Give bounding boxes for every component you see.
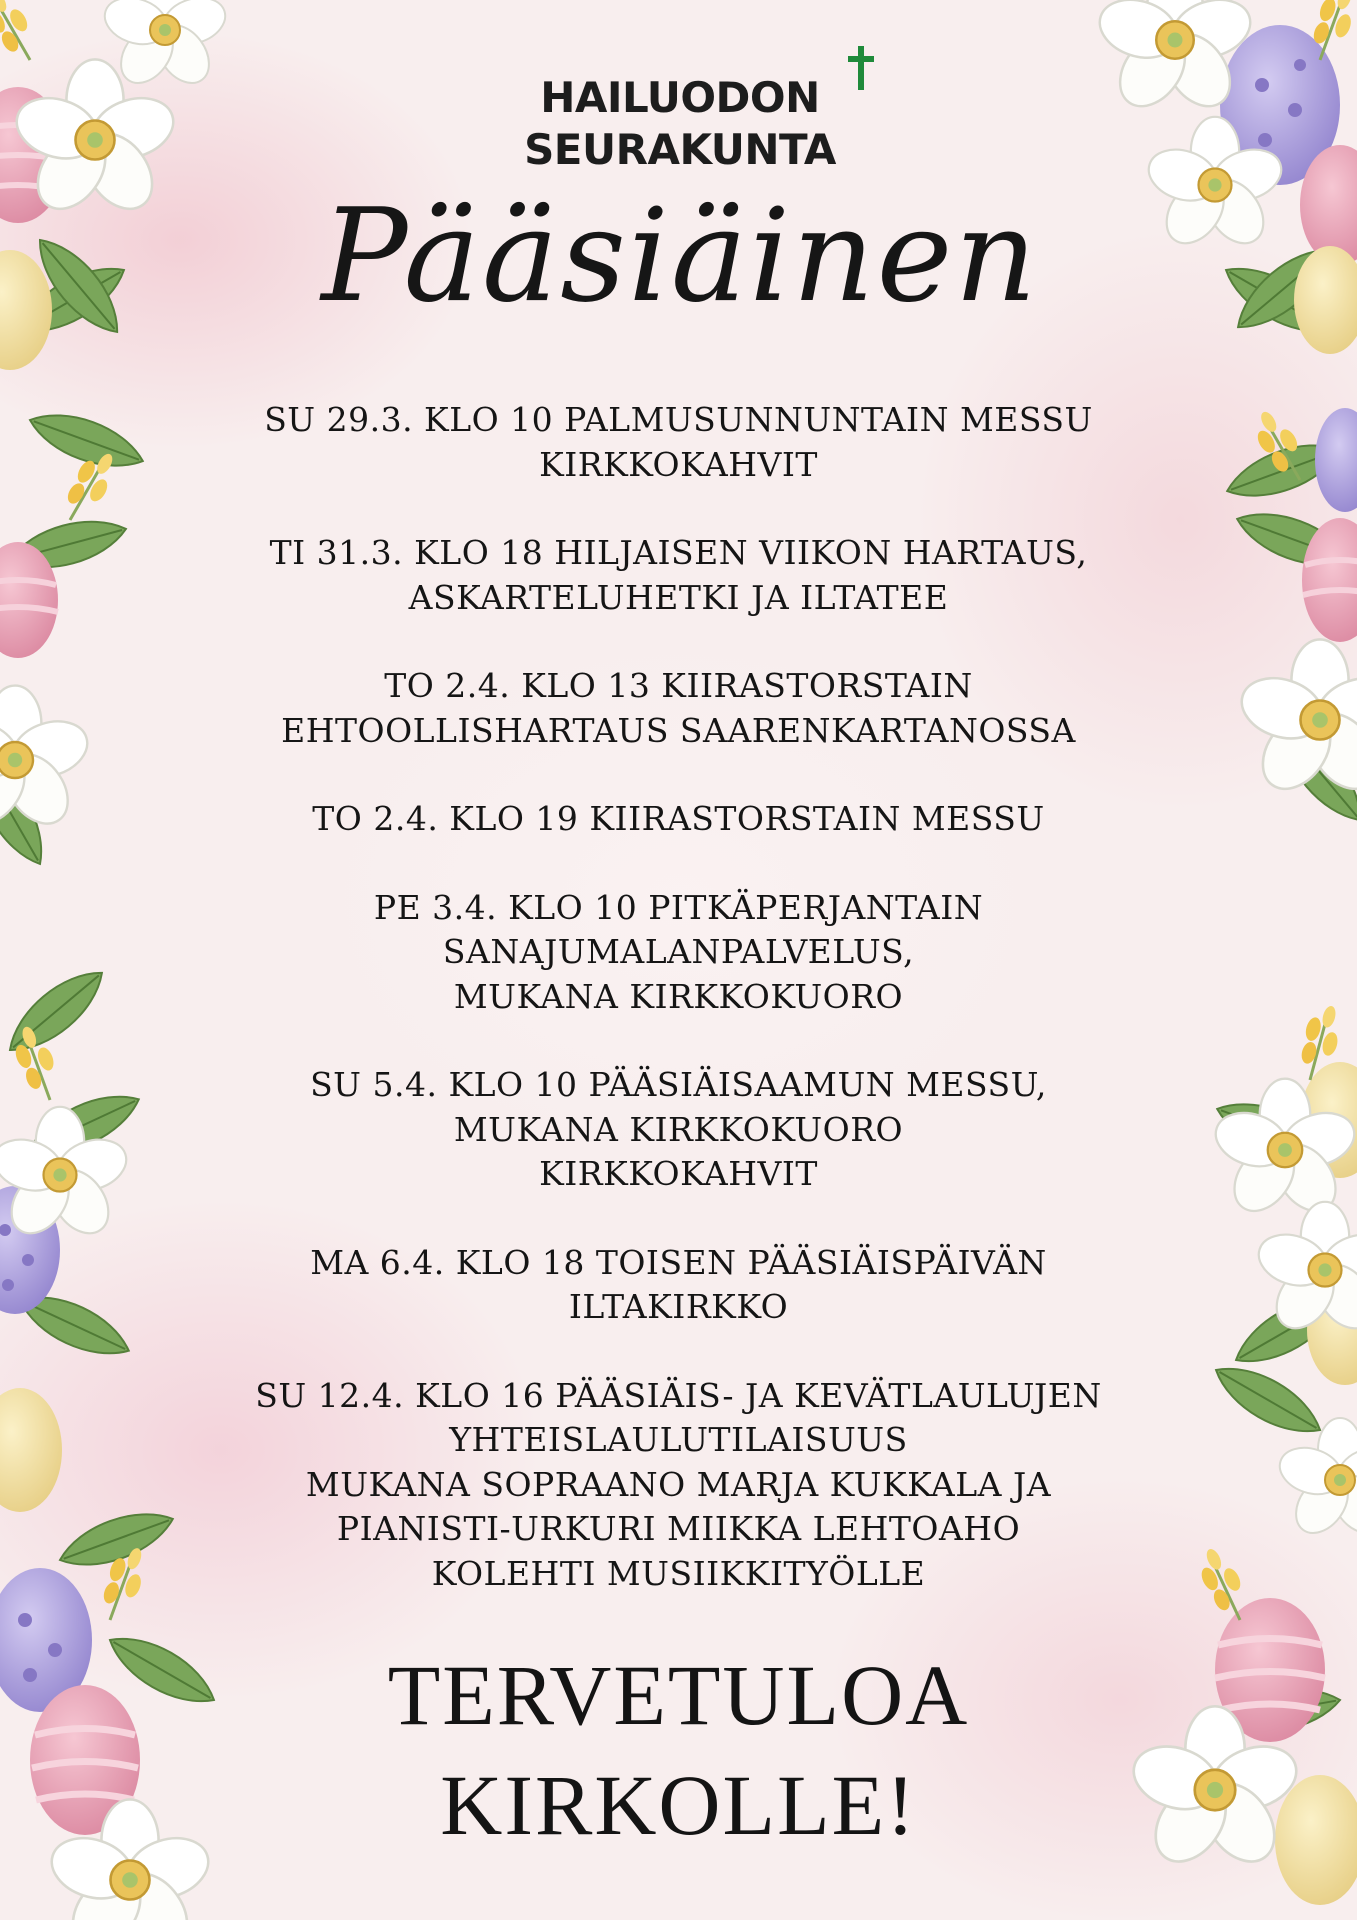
event-item — [150, 664, 1207, 753]
yellow-bud-icon — [0, 0, 45, 69]
event-line: YHTEISLAULUTILAISUUS — [449, 1420, 908, 1459]
easter-egg-icon — [1275, 1775, 1357, 1905]
events-list — [150, 398, 1207, 1640]
event-line: MUKANA SOPRAANO MARJA KUKKALA JA — [305, 1464, 1052, 1504]
event-line: SU 29.3. KLO 10 PALMUSUNNUNTAIN MESSU — [264, 400, 1093, 439]
easter-egg-icon — [0, 1388, 62, 1512]
event-line: KOLEHTI MUSIIKKITYÖLLE — [431, 1553, 926, 1593]
welcome-message — [250, 1640, 1107, 1860]
event-item — [150, 1374, 1207, 1597]
white-flower-icon — [1234, 639, 1357, 801]
page-title — [300, 150, 1060, 350]
event-line: PE 3.4. KLO 10 PITKÄPERJANTAIN — [373, 887, 984, 927]
event-line: TO 2.4. KLO 13 KIIRASTORSTAIN — [384, 666, 973, 705]
event-line: ILTAKIRKKO — [568, 1287, 789, 1326]
event-line: MA 6.4. KLO 18 TOISEN PÄÄSIÄISPÄIVÄN — [310, 1242, 1047, 1282]
page-title-text: Pääsiäinen — [321, 182, 1039, 331]
event-line: SU 12.4. KLO 16 PÄÄSIÄIS- JA KEVÄTLAULUJEN — [255, 1375, 1102, 1415]
event-item — [150, 531, 1207, 620]
parish-name-line2: SEURAKUNTA — [524, 125, 836, 174]
event-item — [150, 398, 1207, 487]
parish-name-line1: HAILUODON — [540, 73, 820, 122]
event-line: KIRKKOKAHVIT — [539, 444, 818, 484]
event-item — [150, 1063, 1207, 1197]
event-line: PIANISTI-URKURI MIIKKA LEHTOAHO — [336, 1509, 1021, 1548]
event-line: SANAJUMALANPALVELUS, — [442, 932, 915, 971]
event-item — [150, 797, 1207, 842]
event-line: MUKANA KIRKKOKUORO — [453, 1109, 904, 1149]
easter-egg-icon — [1315, 408, 1357, 512]
event-line: ASKARTELUHETKI JA ILTATEE — [408, 577, 949, 617]
event-line: KIRKKOKAHVIT — [539, 1154, 818, 1193]
event-line: EHTOOLLISHARTAUS SAARENKARTANOSSA — [281, 710, 1076, 750]
easter-egg-icon — [0, 250, 52, 370]
event-item — [150, 886, 1207, 1020]
welcome-line1: TERVETULOA — [387, 1647, 970, 1743]
event-line: SU 5.4. KLO 10 PÄÄSIÄISAAMUN MESSU, — [310, 1065, 1047, 1104]
cross-icon — [846, 44, 876, 92]
event-line: TO 2.4. KLO 19 KIIRASTORSTAIN MESSU — [312, 799, 1045, 838]
welcome-line2: KIRKOLLE! — [440, 1757, 917, 1853]
white-flower-icon — [1252, 1202, 1357, 1339]
white-flower-icon — [1274, 1418, 1357, 1543]
event-line: TI 31.3. KLO 18 HILJAISEN VIIKON HARTAUS, — [269, 533, 1088, 572]
event-line: MUKANA KIRKKOKUORO — [453, 976, 904, 1016]
event-item — [150, 1241, 1207, 1330]
